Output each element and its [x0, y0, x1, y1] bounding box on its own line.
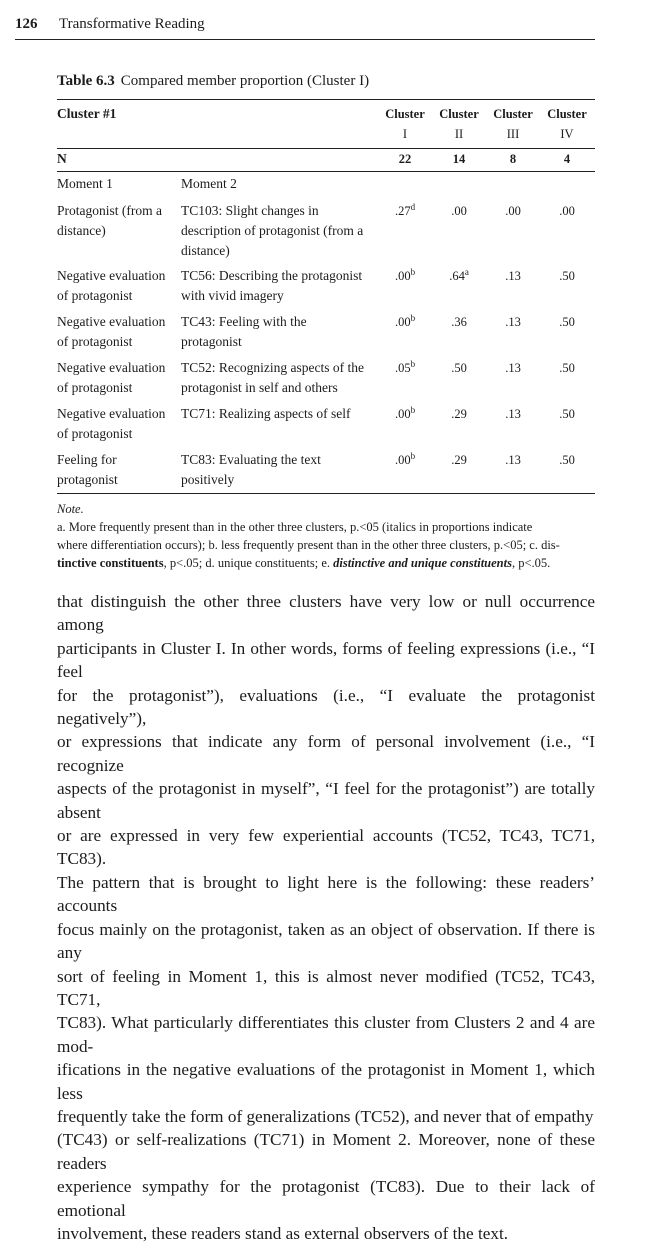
body-line: ifications in the negative evaluations of the protagonist in Moment 1, which less [57, 1060, 595, 1103]
moment-2-header: Moment 2 [181, 176, 237, 191]
table-row-1-cluster-iv: .00 [559, 204, 575, 218]
body-line: TC83). What particularly differentiates this cluster from Clusters 2 and 4 are mod- [57, 1013, 595, 1056]
n-value-cluster-iv: 4 [563, 152, 571, 166]
n-value-cluster-i: 22 [398, 152, 412, 166]
note-line-2: where differentiation occurs); b. less frequently present than in the other three clusters, p.<05; c. dis- [57, 538, 560, 552]
table-n-rule [57, 171, 595, 172]
table-row-5-cluster-ii: .29 [451, 407, 467, 421]
note-title: Note. [57, 502, 84, 516]
table-row-6-cluster-iv: .50 [559, 453, 575, 467]
table-row-3-moment-1: Negative evaluation of protagonist [57, 314, 166, 349]
table-label: Table 6.3 [57, 73, 115, 89]
column-header-cluster-1: Cluster #1 [57, 106, 117, 121]
body-line: experience sympathy for the protagonist (TC83). Due to their lack of emotional [57, 1177, 595, 1220]
table-row-4-moment-2: TC52: Recognizing aspects of the protagonist in self and others [181, 360, 364, 395]
table-row-3-cluster-i: .00$^b$ [394, 312, 416, 329]
column-header-cluster-ii: Cluster [439, 107, 479, 121]
body-line: frequently take the form of generalizations (TC52), and never that of empathy [57, 1106, 594, 1126]
table-row-2-moment-2: TC56: Describing the protagonist with vivid imagery [181, 268, 363, 303]
column-header-cluster-i: Cluster [385, 107, 425, 121]
note-line-3: tinctive constituents, p<.05; d. unique constituents; e. distinctive and unique constituents, p<.05. [57, 556, 551, 570]
n-value-cluster-iii: 8 [509, 152, 517, 166]
table-row-1-moment-1: Protagonist (from a distance) [57, 203, 162, 238]
table-row-3-cluster-iii: .13 [505, 315, 521, 329]
table-row-3-moment-2: TC43: Feeling with the protagonist [181, 314, 307, 349]
table-row-4-cluster-i: .05$^b$ [394, 358, 416, 375]
table-row-1-moment-2: TC103: Slight changes in description of protagonist (from a distance) [181, 203, 364, 258]
table-row-5-cluster-i: .00$^b$ [394, 404, 416, 421]
moment-1-header: Moment 1 [57, 176, 113, 191]
column-header-cluster-iii-numeral: III [506, 127, 520, 141]
table-row-4-cluster-iii: .13 [505, 361, 521, 375]
running-title: Transformative Reading [58, 16, 205, 32]
table-row-3-cluster-iv: .50 [559, 315, 575, 329]
body-line: (TC43) or self-realizations (TC71) in Moment 2. Moreover, none of these readers [57, 1130, 595, 1173]
n-value-cluster-ii: 14 [452, 152, 466, 166]
table-row-2-cluster-ii: .64$^a$ [449, 266, 469, 283]
table-row-6-cluster-i: .00$^b$ [394, 450, 416, 467]
table-row-4-cluster-iv: .50 [559, 361, 575, 375]
table-bottom-rule [57, 493, 595, 494]
table-row-1-cluster-ii: .00 [451, 204, 467, 218]
table-row-2-cluster-iv: .50 [559, 269, 575, 283]
table-row-1-cluster-iii: .00 [505, 204, 521, 218]
table-caption: Compared member proportion (Cluster I) [120, 73, 370, 89]
body-line: sort of feeling in Moment 1, this is almost never modified (TC52, TC43, TC71, [57, 966, 595, 1009]
table-row-6-cluster-iii: .13 [505, 453, 521, 467]
body-line: or are expressed in very few experiential accounts (TC52, TC43, TC71, TC83). [57, 826, 595, 869]
table-row-2-cluster-i: .00$^b$ [394, 266, 416, 283]
body-line: involvement, these readers stand as external observers of the text. [57, 1223, 509, 1243]
table-row-1-cluster-i: .27$^d$ [394, 201, 416, 218]
body-line: or expressions that indicate any form of personal involvement (i.e., “I recognize [57, 732, 595, 775]
table-row-5-cluster-iv: .50 [559, 407, 575, 421]
column-header-cluster-i-numeral: I [402, 127, 408, 141]
table-row-6-moment-2: TC83: Evaluating the text positively [181, 452, 321, 487]
column-header-cluster-iv-numeral: IV [560, 127, 574, 141]
table-row-5-cluster-iii: .13 [505, 407, 521, 421]
note-line-1: a. More frequently present than in the other three clusters, p.<05 (italics in proportions indicate [57, 520, 533, 534]
table-row-6-cluster-ii: .29 [451, 453, 467, 467]
column-header-cluster-iii: Cluster [493, 107, 533, 121]
table-note [57, 500, 595, 572]
body-line: aspects of the protagonist in myself”, “I feel for the protagonist”) are totally absent [57, 779, 595, 822]
running-header [15, 16, 595, 40]
table-row-5-moment-1: Negative evaluation of protagonist [57, 406, 166, 441]
body-line: The pattern that is brought to light here is the following: these readers’ accounts [57, 872, 595, 916]
n-row-label: N [57, 151, 67, 166]
body-paragraph [57, 590, 595, 1245]
table-row-5-moment-2: TC71: Realizing aspects of self [181, 406, 351, 421]
page-number: 126 [15, 16, 38, 32]
table-row-4-moment-1: Negative evaluation of protagonist [57, 360, 166, 395]
column-header-cluster-ii-numeral: II [454, 127, 464, 141]
table-top-rule [57, 99, 595, 100]
body-line: focus mainly on the protagonist, taken as an object of observation. If there is any [57, 919, 595, 963]
column-header-cluster-iv: Cluster [547, 107, 587, 121]
body-line: participants in Cluster I. In other words, forms of feeling expressions (i.e., “I feel [57, 638, 595, 682]
table-row-2-moment-1: Negative evaluation of protagonist [57, 268, 166, 303]
body-line: for the protagonist”), evaluations (i.e., “I evaluate the protagonist negatively”), [57, 685, 595, 729]
table-row-3-cluster-ii: .36 [451, 315, 467, 329]
table-title [57, 73, 369, 90]
table-row-4-cluster-ii: .50 [451, 361, 467, 375]
table-row-2-cluster-iii: .13 [505, 269, 521, 283]
body-line: that distinguish the other three clusters have very low or null occurrence among [57, 592, 595, 635]
table-row-6-moment-1: Feeling for protagonist [57, 452, 118, 487]
